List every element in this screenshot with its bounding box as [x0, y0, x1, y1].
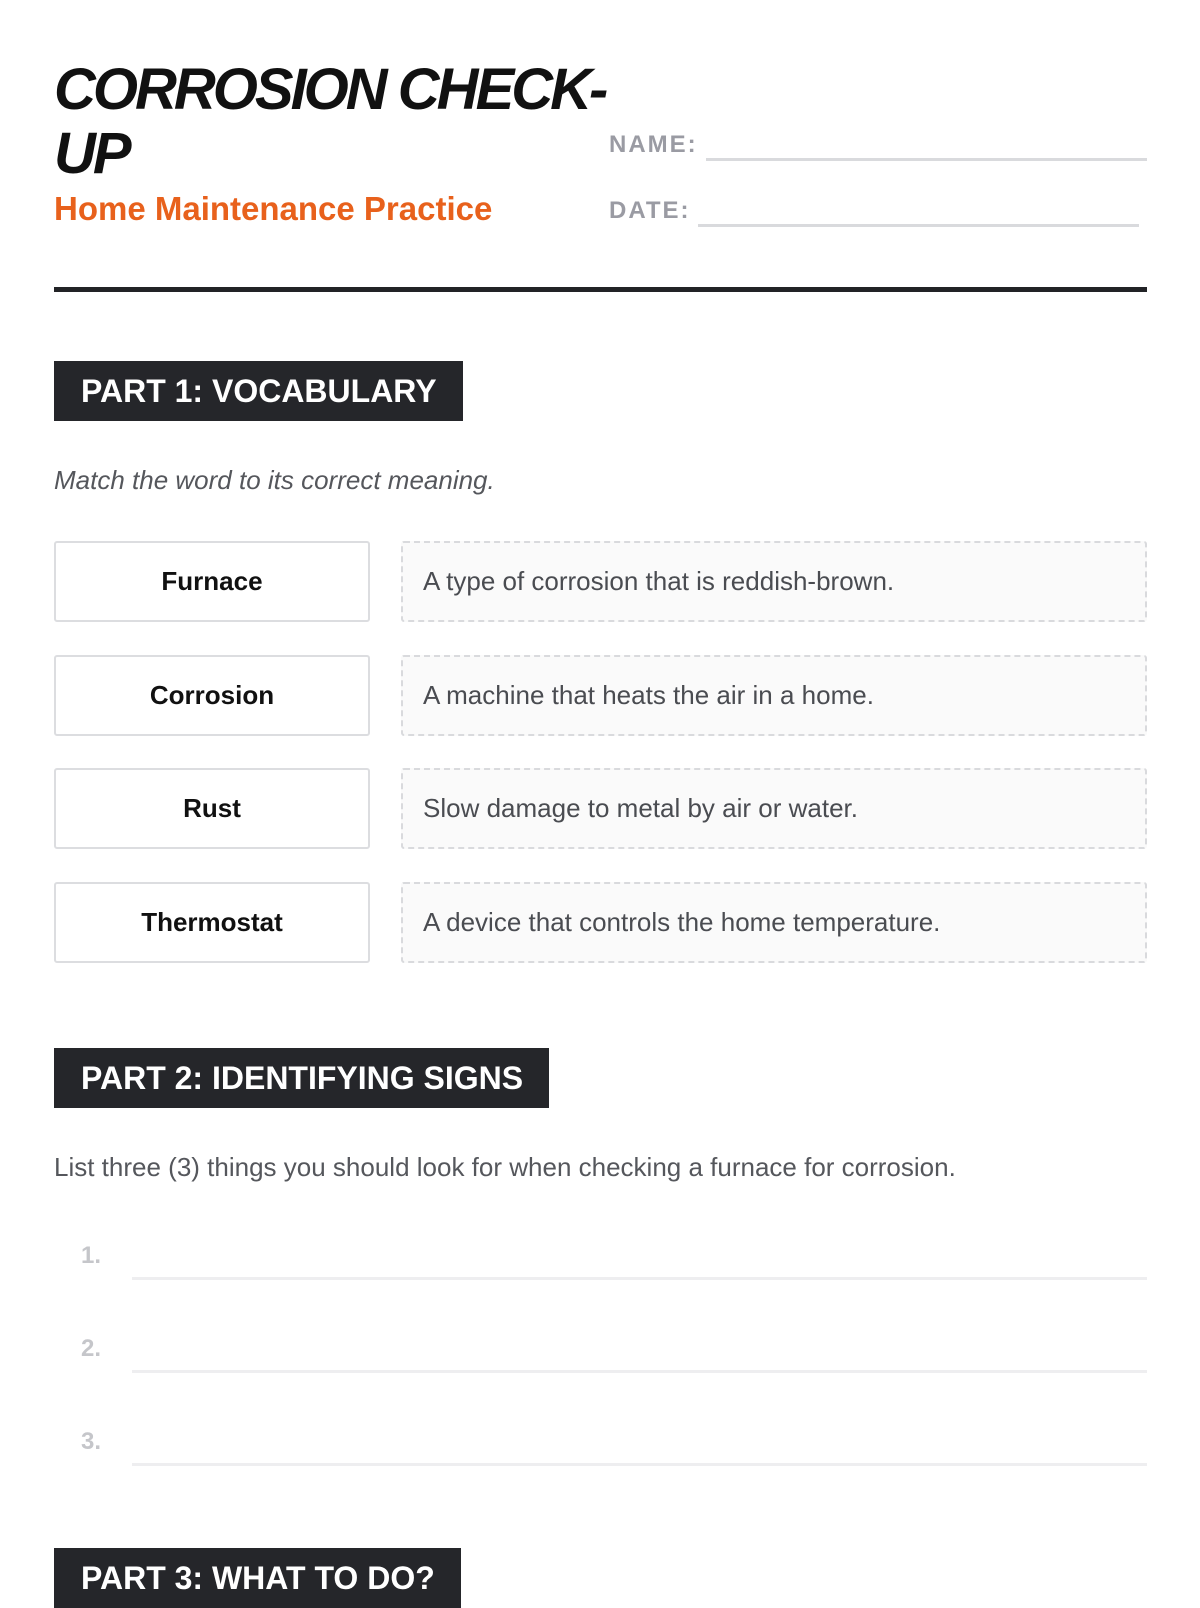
page-subtitle: Home Maintenance Practice [54, 190, 493, 227]
date-label: DATE: [609, 197, 691, 224]
definition-box[interactable]: A device that controls the home temperature. [401, 882, 1147, 963]
answer-number: 2. [81, 1335, 102, 1362]
worksheet-page [54, 0, 1147, 1600]
date-field[interactable] [698, 224, 1139, 227]
term-box[interactable]: Furnace [54, 541, 370, 622]
term-box[interactable]: Corrosion [54, 655, 370, 736]
page-title: CORROSION CHECK-UP [54, 57, 606, 186]
definition-box[interactable]: A type of corrosion that is reddish-brown. [401, 541, 1147, 622]
answer-number: 1. [81, 1242, 102, 1269]
definition-box[interactable]: Slow damage to metal by air or water. [401, 768, 1147, 849]
answer-line[interactable] [132, 1277, 1147, 1280]
header-divider [54, 287, 1147, 292]
part3-title: PART 3: WHAT TO DO? [54, 1548, 461, 1608]
part1-title: PART 1: VOCABULARY [54, 361, 463, 421]
name-field[interactable] [706, 158, 1147, 161]
name-label: NAME: [609, 131, 698, 158]
term-box[interactable]: Rust [54, 768, 370, 849]
part2-instruction: List three (3) things you should look for when checking a furnace for corrosion. [54, 1152, 956, 1182]
definition-box[interactable]: A machine that heats the air in a home. [401, 655, 1147, 736]
part1-instruction: Match the word to its correct meaning. [54, 465, 495, 495]
answer-line[interactable] [132, 1463, 1147, 1466]
answer-line[interactable] [132, 1370, 1147, 1373]
part2-title: PART 2: IDENTIFYING SIGNS [54, 1048, 549, 1108]
term-box[interactable]: Thermostat [54, 882, 370, 963]
answer-number: 3. [81, 1428, 102, 1455]
